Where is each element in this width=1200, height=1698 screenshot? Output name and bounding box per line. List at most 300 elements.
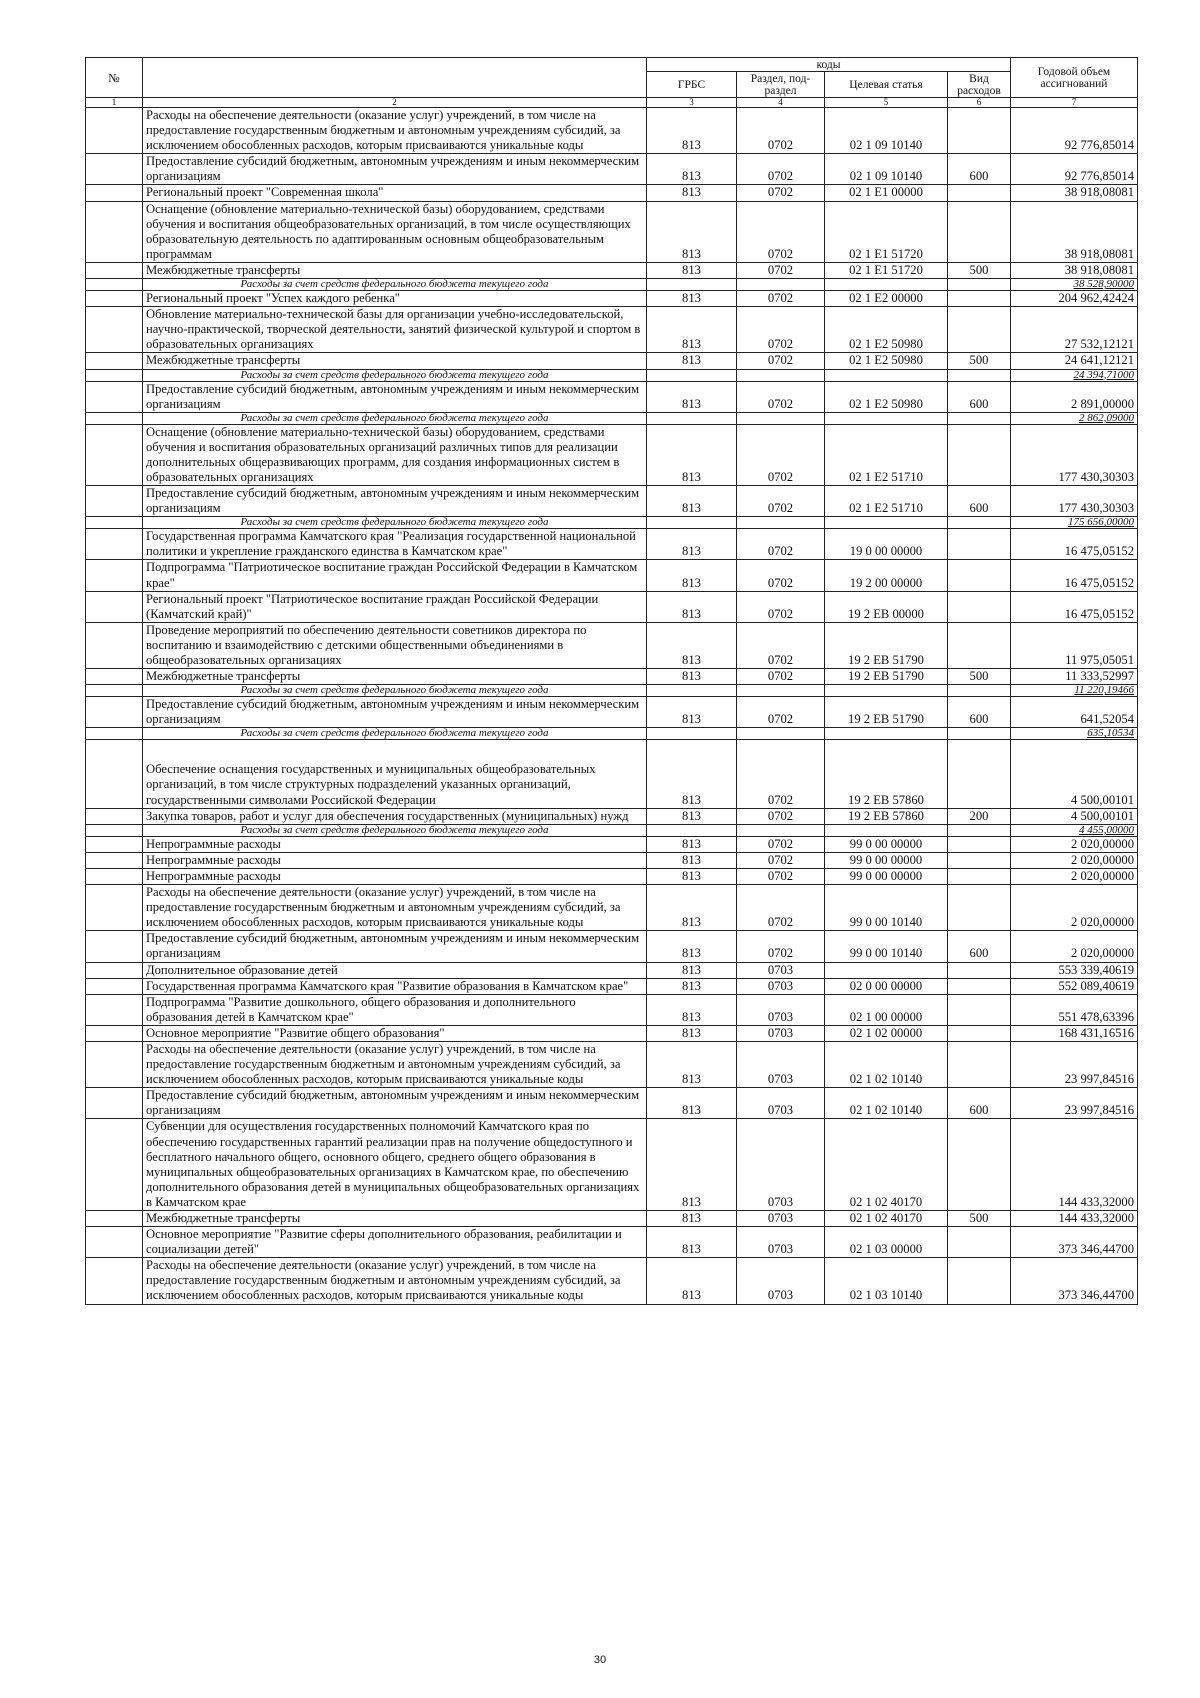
header-grbs: ГРБС (647, 72, 737, 98)
header-razdel: Раздел, под-раздел (737, 72, 825, 98)
table-row (86, 412, 1138, 424)
col-number-5: 5 (825, 98, 948, 108)
row-razdel (737, 412, 825, 424)
table-row (86, 622, 1138, 668)
row-target-article: 19 0 00 00000 (825, 529, 948, 560)
row-number-cell (86, 1258, 143, 1304)
row-annual-sum: 16 475,05152 (1011, 560, 1138, 591)
row-description: Региональный проект "Патриотическое воспитание граждан Российской Федерации (Камчатский край)" (143, 591, 647, 622)
row-razdel: 0703 (737, 1088, 825, 1119)
table-row (86, 1119, 1138, 1211)
row-description: Проведение мероприятий по обеспечению деятельности советников директора по воспитанию и взаимодействию с детскими общественными объединениями в общеобразовательных организациях (143, 622, 647, 668)
table-row (86, 591, 1138, 622)
table-row (86, 685, 1138, 697)
table-row (86, 978, 1138, 994)
table-row (86, 852, 1138, 868)
table-row (86, 1088, 1138, 1119)
row-razdel: 0703 (737, 1258, 825, 1304)
row-target-article: 19 2 EB 57860 (825, 740, 948, 808)
row-target-article: 02 1 E1 51720 (825, 201, 948, 262)
row-number-cell (86, 591, 143, 622)
table-row (86, 1258, 1138, 1304)
header-description (143, 58, 647, 98)
table-row (86, 353, 1138, 369)
col-number-1: 1 (86, 98, 143, 108)
row-expense-type (948, 369, 1011, 381)
row-annual-sum: 2 020,00000 (1011, 885, 1138, 931)
row-expense-type (948, 824, 1011, 836)
row-expense-type: 600 (948, 697, 1011, 728)
table-row (86, 279, 1138, 291)
table-row (86, 1211, 1138, 1227)
row-expense-type (948, 560, 1011, 591)
row-razdel: 0703 (737, 1211, 825, 1227)
row-razdel (737, 517, 825, 529)
row-target-article: 02 1 02 10140 (825, 1088, 948, 1119)
row-description: Расходы на обеспечение деятельности (оказание услуг) учреждений, в том числе на предоставление государственным бюджетным и автономным учреждениям субсидий, за исключением обособленных расходов, которым присваиваются уникальные коды (143, 885, 647, 931)
row-description: Подпрограмма "Развитие дошкольного, общего образования и дополнительного образования детей в Камчатском крае" (143, 994, 647, 1025)
row-annual-sum: 38 918,08081 (1011, 262, 1138, 278)
row-number-cell (86, 697, 143, 728)
table-row (86, 824, 1138, 836)
table-row (86, 517, 1138, 529)
row-expense-type (948, 978, 1011, 994)
row-expense-type (948, 685, 1011, 697)
row-description: Межбюджетные трансферты (143, 669, 647, 685)
row-target-article: 02 1 03 10140 (825, 1258, 948, 1304)
page-number: 30 (593, 1654, 607, 1666)
row-grbs (647, 728, 737, 740)
row-annual-sum: 175 656,00000 (1011, 517, 1138, 529)
row-description: Расходы за счет средств федерального бюджета текущего года (143, 412, 647, 424)
row-description: Субвенции для осуществления государственных полномочий Камчатского края по обеспечению государственных гарантий реализации прав на получение общедоступного и бесплатного начального общего, основного общего, среднего общего образования в муниципальных общеобразовательных организациях в Камчатском крае, по обеспечению дополнительного образования детей в муниципальных общеобразовательных организациях в Камчатском крае (143, 1119, 647, 1211)
table-row (86, 740, 1138, 808)
row-razdel: 0703 (737, 962, 825, 978)
row-target-article: 99 0 00 00000 (825, 836, 948, 852)
row-target-article: 99 0 00 00000 (825, 868, 948, 884)
row-expense-type: 500 (948, 262, 1011, 278)
table-row (86, 108, 1138, 154)
row-annual-sum: 38 918,08081 (1011, 201, 1138, 262)
row-target-article: 02 1 E2 50980 (825, 307, 948, 353)
row-grbs: 813 (647, 669, 737, 685)
row-description: Расходы на обеспечение деятельности (оказание услуг) учреждений, в том числе на предоставление государственным бюджетным и автономным учреждениям субсидий, за исключением обособленных расходов, которым присваиваются уникальные коды (143, 1258, 647, 1304)
row-razdel (737, 824, 825, 836)
row-annual-sum: 2 891,00000 (1011, 381, 1138, 412)
row-description: Расходы за счет средств федерального бюджета текущего года (143, 279, 647, 291)
row-description: Межбюджетные трансферты (143, 1211, 647, 1227)
row-number-cell (86, 1227, 143, 1258)
row-expense-type (948, 852, 1011, 868)
row-expense-type (948, 962, 1011, 978)
row-number-cell (86, 836, 143, 852)
row-target-article: 02 1 09 10140 (825, 154, 948, 185)
row-number-cell (86, 824, 143, 836)
row-expense-type (948, 1258, 1011, 1304)
row-grbs: 813 (647, 154, 737, 185)
row-annual-sum: 92 776,85014 (1011, 154, 1138, 185)
row-razdel: 0702 (737, 885, 825, 931)
row-razdel: 0702 (737, 591, 825, 622)
row-grbs: 813 (647, 185, 737, 201)
row-grbs: 813 (647, 978, 737, 994)
table-row (86, 201, 1138, 262)
row-target-article: 99 0 00 10140 (825, 885, 948, 931)
row-expense-type (948, 185, 1011, 201)
row-number-cell (86, 353, 143, 369)
row-description: Межбюджетные трансферты (143, 353, 647, 369)
row-annual-sum: 641,52054 (1011, 697, 1138, 728)
col-number-7: 7 (1011, 98, 1138, 108)
row-expense-type (948, 1227, 1011, 1258)
header-codes: коды (647, 58, 1011, 72)
row-number-cell (86, 279, 143, 291)
row-number-cell (86, 1025, 143, 1041)
row-target-article: 99 0 00 00000 (825, 852, 948, 868)
row-grbs: 813 (647, 486, 737, 517)
row-grbs: 813 (647, 1258, 737, 1304)
row-annual-sum: 24 394,71000 (1011, 369, 1138, 381)
row-razdel: 0702 (737, 931, 825, 962)
row-annual-sum: 27 532,12121 (1011, 307, 1138, 353)
row-annual-sum: 551 478,63396 (1011, 994, 1138, 1025)
col-number-4: 4 (737, 98, 825, 108)
row-target-article: 02 1 E2 50980 (825, 353, 948, 369)
row-razdel: 0702 (737, 486, 825, 517)
row-description: Оснащение (обновление материально-технической базы) оборудованием, средствами обучения и воспитания образовательных организаций различных типов для реализации дополнительных общеразвивающих программ, для создания информационных систем в образовательных организациях (143, 424, 647, 485)
row-target-article: 19 2 EB 00000 (825, 591, 948, 622)
row-number-cell (86, 1041, 143, 1087)
row-target-article: 19 2 EB 51790 (825, 622, 948, 668)
table-row (86, 154, 1138, 185)
table-row (86, 424, 1138, 485)
row-razdel (737, 728, 825, 740)
row-expense-type (948, 307, 1011, 353)
row-expense-type (948, 412, 1011, 424)
row-expense-type (948, 868, 1011, 884)
row-annual-sum: 38 918,08081 (1011, 185, 1138, 201)
row-number-cell (86, 307, 143, 353)
row-description: Региональный проект "Современная школа" (143, 185, 647, 201)
row-target-article: 02 1 02 40170 (825, 1211, 948, 1227)
row-description: Расходы за счет средств федерального бюджета текущего года (143, 685, 647, 697)
col-number-2: 2 (143, 98, 647, 108)
row-grbs: 813 (647, 1227, 737, 1258)
row-number-cell (86, 262, 143, 278)
row-expense-type (948, 622, 1011, 668)
row-target-article (825, 279, 948, 291)
row-target-article: 02 1 02 00000 (825, 1025, 948, 1041)
row-annual-sum: 204 962,42424 (1011, 291, 1138, 307)
row-description: Подпрограмма "Патриотическое воспитание граждан Российской Федерации в Камчатском крае" (143, 560, 647, 591)
row-number-cell (86, 994, 143, 1025)
row-razdel: 0702 (737, 669, 825, 685)
row-razdel: 0702 (737, 622, 825, 668)
row-razdel: 0702 (737, 154, 825, 185)
row-expense-type (948, 424, 1011, 485)
table-row (86, 669, 1138, 685)
row-annual-sum: 16 475,05152 (1011, 591, 1138, 622)
row-expense-type (948, 201, 1011, 262)
row-grbs: 813 (647, 994, 737, 1025)
row-grbs: 813 (647, 529, 737, 560)
row-expense-type (948, 108, 1011, 154)
row-description: Непрограммные расходы (143, 852, 647, 868)
row-description: Расходы за счет средств федерального бюджета текущего года (143, 517, 647, 529)
row-annual-sum: 177 430,30303 (1011, 424, 1138, 485)
table-row (86, 262, 1138, 278)
row-annual-sum: 144 433,32000 (1011, 1119, 1138, 1211)
row-description: Предоставление субсидий бюджетным, автономным учреждениям и иным некоммерческим организациям (143, 381, 647, 412)
row-grbs: 813 (647, 424, 737, 485)
row-razdel: 0702 (737, 529, 825, 560)
header-expense-type: Вид расходов (948, 72, 1011, 98)
row-expense-type: 600 (948, 381, 1011, 412)
row-grbs: 813 (647, 740, 737, 808)
row-razdel: 0702 (737, 808, 825, 824)
row-annual-sum: 92 776,85014 (1011, 108, 1138, 154)
row-grbs: 813 (647, 962, 737, 978)
row-number-cell (86, 978, 143, 994)
table-row (86, 1227, 1138, 1258)
row-expense-type (948, 994, 1011, 1025)
row-expense-type: 600 (948, 486, 1011, 517)
header-target-article: Целевая статья (825, 72, 948, 98)
row-description: Предоставление субсидий бюджетным, автономным учреждениям и иным некоммерческим организациям (143, 486, 647, 517)
table-row (86, 931, 1138, 962)
table-row (86, 529, 1138, 560)
row-description: Расходы на обеспечение деятельности (оказание услуг) учреждений, в том числе на предоставление государственным бюджетным и автономным учреждениям субсидий, за исключением обособленных расходов, которым присваиваются уникальные коды (143, 1041, 647, 1087)
row-description: Непрограммные расходы (143, 868, 647, 884)
row-number-cell (86, 852, 143, 868)
row-target-article: 02 1 09 10140 (825, 108, 948, 154)
row-number-cell (86, 185, 143, 201)
row-number-cell (86, 728, 143, 740)
row-description: Основное мероприятие "Развитие сферы дополнительного образования, реабилитации и социализации детей" (143, 1227, 647, 1258)
row-description: Региональный проект "Успех каждого ребенка" (143, 291, 647, 307)
row-number-cell (86, 201, 143, 262)
row-annual-sum: 144 433,32000 (1011, 1211, 1138, 1227)
row-number-cell (86, 808, 143, 824)
row-description: Предоставление субсидий бюджетным, автономным учреждениям и иным некоммерческим организациям (143, 697, 647, 728)
row-grbs: 813 (647, 1041, 737, 1087)
table-row (86, 836, 1138, 852)
row-target-article (825, 962, 948, 978)
row-description: Межбюджетные трансферты (143, 262, 647, 278)
row-expense-type: 500 (948, 669, 1011, 685)
row-description: Предоставление субсидий бюджетным, автономным учреждениям и иным некоммерческим организациям (143, 154, 647, 185)
row-razdel: 0702 (737, 291, 825, 307)
row-expense-type (948, 291, 1011, 307)
row-grbs: 813 (647, 1088, 737, 1119)
row-description: Обеспечение оснащения государственных и муниципальных общеобразовательных организаций, в том числе структурных подразделений указанных организаций, государственными символами Российской Федерации (143, 740, 647, 808)
row-expense-type (948, 529, 1011, 560)
row-expense-type: 500 (948, 1211, 1011, 1227)
table-row (86, 369, 1138, 381)
row-target-article (825, 728, 948, 740)
row-razdel: 0702 (737, 381, 825, 412)
col-number-6: 6 (948, 98, 1011, 108)
row-razdel: 0702 (737, 185, 825, 201)
row-number-cell (86, 1119, 143, 1211)
row-annual-sum: 11 220,19466 (1011, 685, 1138, 697)
row-grbs (647, 279, 737, 291)
row-number-cell (86, 291, 143, 307)
row-target-article: 99 0 00 10140 (825, 931, 948, 962)
row-razdel: 0703 (737, 1041, 825, 1087)
row-annual-sum: 4 455,00000 (1011, 824, 1138, 836)
row-expense-type (948, 740, 1011, 808)
row-grbs (647, 369, 737, 381)
row-expense-type: 600 (948, 154, 1011, 185)
row-annual-sum: 24 641,12121 (1011, 353, 1138, 369)
row-expense-type: 500 (948, 353, 1011, 369)
row-target-article: 02 1 02 40170 (825, 1119, 948, 1211)
row-target-article (825, 824, 948, 836)
row-description: Расходы за счет средств федерального бюджета текущего года (143, 728, 647, 740)
row-annual-sum: 553 339,40619 (1011, 962, 1138, 978)
row-grbs: 813 (647, 291, 737, 307)
row-description: Основное мероприятие "Развитие общего образования" (143, 1025, 647, 1041)
row-target-article: 19 2 EB 57860 (825, 808, 948, 824)
row-description: Государственная программа Камчатского края "Реализация государственной национальной политики и укрепление гражданского единства в Камчатском крае" (143, 529, 647, 560)
row-number-cell (86, 1088, 143, 1119)
row-target-article: 02 0 00 00000 (825, 978, 948, 994)
row-number-cell (86, 685, 143, 697)
row-grbs: 813 (647, 1025, 737, 1041)
row-target-article (825, 412, 948, 424)
row-grbs: 813 (647, 868, 737, 884)
row-grbs (647, 517, 737, 529)
row-target-article: 19 2 00 00000 (825, 560, 948, 591)
header-number: № (86, 58, 143, 98)
table-row (86, 185, 1138, 201)
row-annual-sum: 4 500,00101 (1011, 740, 1138, 808)
row-annual-sum: 38 528,90000 (1011, 279, 1138, 291)
row-number-cell (86, 1211, 143, 1227)
table-row (86, 728, 1138, 740)
row-grbs (647, 824, 737, 836)
row-annual-sum: 16 475,05152 (1011, 529, 1138, 560)
row-target-article: 02 1 E1 51720 (825, 262, 948, 278)
row-annual-sum: 23 997,84516 (1011, 1088, 1138, 1119)
row-razdel: 0702 (737, 424, 825, 485)
row-target-article: 02 1 E1 00000 (825, 185, 948, 201)
table-row (86, 808, 1138, 824)
row-razdel: 0702 (737, 307, 825, 353)
row-annual-sum: 373 346,44700 (1011, 1258, 1138, 1304)
row-number-cell (86, 560, 143, 591)
row-expense-type: 600 (948, 931, 1011, 962)
table-row (86, 381, 1138, 412)
row-grbs: 813 (647, 560, 737, 591)
row-number-cell (86, 529, 143, 560)
row-grbs (647, 685, 737, 697)
row-razdel: 0703 (737, 978, 825, 994)
row-razdel: 0702 (737, 353, 825, 369)
row-grbs: 813 (647, 697, 737, 728)
row-annual-sum: 4 500,00101 (1011, 808, 1138, 824)
row-target-article: 02 1 02 10140 (825, 1041, 948, 1087)
table-row (86, 307, 1138, 353)
row-target-article (825, 517, 948, 529)
row-annual-sum: 23 997,84516 (1011, 1041, 1138, 1087)
row-grbs: 813 (647, 885, 737, 931)
row-target-article (825, 369, 948, 381)
row-grbs: 813 (647, 852, 737, 868)
row-expense-type (948, 1025, 1011, 1041)
row-grbs: 813 (647, 1211, 737, 1227)
row-description: Предоставление субсидий бюджетным, автономным учреждениям и иным некоммерческим организациям (143, 1088, 647, 1119)
row-razdel: 0702 (737, 697, 825, 728)
row-grbs: 813 (647, 931, 737, 962)
row-razdel: 0702 (737, 740, 825, 808)
row-number-cell (86, 669, 143, 685)
row-annual-sum: 2 020,00000 (1011, 868, 1138, 884)
row-expense-type: 600 (948, 1088, 1011, 1119)
row-number-cell (86, 108, 143, 154)
table-row (86, 868, 1138, 884)
row-description: Оснащение (обновление материально-технической базы) оборудованием, средствами обучения и воспитания общеобразовательных организаций, в том числе осуществляющих образовательную деятельность по адаптированным основным общеобразовательным программам (143, 201, 647, 262)
row-expense-type (948, 517, 1011, 529)
row-razdel: 0702 (737, 262, 825, 278)
row-razdel: 0703 (737, 1025, 825, 1041)
table-row (86, 697, 1138, 728)
col-number-3: 3 (647, 98, 737, 108)
row-expense-type (948, 728, 1011, 740)
row-target-article: 19 2 EB 51790 (825, 669, 948, 685)
row-razdel (737, 369, 825, 381)
row-annual-sum: 2 862,09000 (1011, 412, 1138, 424)
row-grbs: 813 (647, 307, 737, 353)
budget-table-sheet (85, 57, 1137, 1305)
row-target-article: 02 1 E2 51710 (825, 486, 948, 517)
row-expense-type (948, 591, 1011, 622)
row-target-article: 02 1 03 00000 (825, 1227, 948, 1258)
row-grbs: 813 (647, 1119, 737, 1211)
row-description: Обновление материально-технической базы для организации учебно-исследовательской, научно-практической, творческой деятельности, занятий физической культурой и спортом в образовательных организациях (143, 307, 647, 353)
row-description: Предоставление субсидий бюджетным, автономным учреждениям и иным некоммерческим организациям (143, 931, 647, 962)
row-razdel: 0702 (737, 560, 825, 591)
row-grbs: 813 (647, 108, 737, 154)
row-description: Расходы на обеспечение деятельности (оказание услуг) учреждений, в том числе на предоставление государственным бюджетным и автономным учреждениям субсидий, за исключением обособленных расходов, которым присваиваются уникальные коды (143, 108, 647, 154)
row-grbs: 813 (647, 591, 737, 622)
table-row (86, 486, 1138, 517)
row-description: Закупка товаров, работ и услуг для обеспечения государственных (муниципальных) нужд (143, 808, 647, 824)
row-number-cell (86, 381, 143, 412)
row-grbs: 813 (647, 201, 737, 262)
row-razdel: 0702 (737, 868, 825, 884)
row-grbs: 813 (647, 353, 737, 369)
row-grbs (647, 412, 737, 424)
row-description: Непрограммные расходы (143, 836, 647, 852)
row-razdel: 0703 (737, 1227, 825, 1258)
row-expense-type (948, 836, 1011, 852)
row-annual-sum: 635,10534 (1011, 728, 1138, 740)
row-grbs: 813 (647, 262, 737, 278)
row-annual-sum: 552 089,40619 (1011, 978, 1138, 994)
row-annual-sum: 373 346,44700 (1011, 1227, 1138, 1258)
table-body (86, 108, 1138, 1305)
row-number-cell (86, 962, 143, 978)
table-row (86, 962, 1138, 978)
row-number-cell (86, 369, 143, 381)
row-razdel (737, 279, 825, 291)
row-expense-type (948, 1041, 1011, 1087)
row-number-cell (86, 154, 143, 185)
row-annual-sum: 11 333,52997 (1011, 669, 1138, 685)
table-row (86, 885, 1138, 931)
